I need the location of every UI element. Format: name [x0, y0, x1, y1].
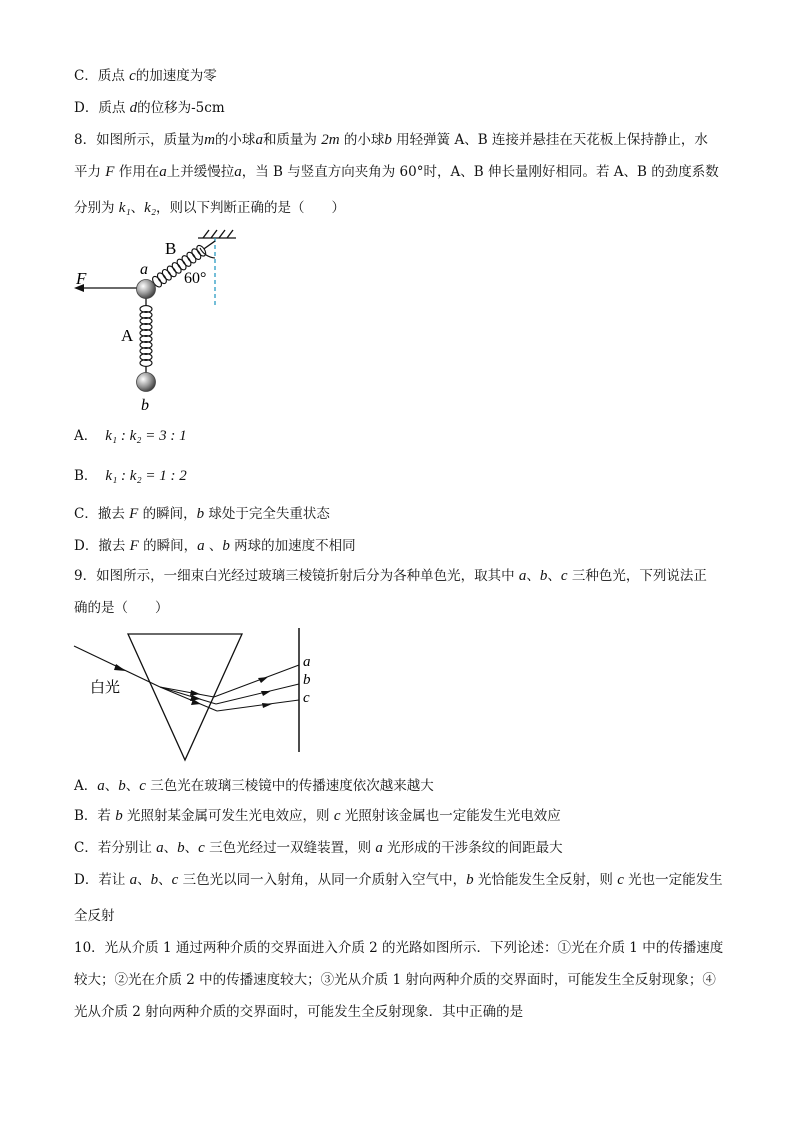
q8-option-b: B． k₁ : k₂ = 1 : 2 [74, 468, 187, 484]
q9-option-d-line2: 全反射 [74, 908, 115, 924]
q7-option-d: D．质点 d的位移为-5cm [74, 100, 225, 116]
label-a: a [140, 261, 148, 278]
spring-A [140, 298, 152, 374]
spring-B [145, 236, 219, 293]
label-F: F [76, 269, 87, 288]
ball-b [137, 373, 156, 392]
angle-arc [200, 248, 215, 258]
q9-prism-figure [70, 624, 330, 764]
label-A: A [121, 326, 134, 345]
label-b: b [141, 397, 149, 414]
q8-option-a: A． k₁ : k₂ = 3 : 1 [74, 428, 187, 444]
internal-arrowheads [190, 690, 201, 705]
ceiling [198, 230, 236, 238]
q10-stem-line2: 较大；②光在介质 2 中的传播速度较大；③光从介质 1 射向两种介质的交界面时，可能发生全反射现象；④ [74, 972, 716, 988]
q9-option-b: B．若 b 光照射某金属可发生光电效应，则 c 光照射该金属也一定能发生光电效应 [74, 808, 561, 824]
label-angle: 60° [184, 270, 207, 287]
q8-stem-line3: 分别为 k₁、k₂，则以下判断正确的是（ ） [74, 200, 346, 216]
label-b: b [303, 672, 311, 688]
q7-option-c: C．质点 c的加速度为零 [74, 68, 217, 84]
q9-stem-line2: 确的是（ ） [74, 600, 169, 616]
ray-c [217, 700, 299, 711]
label-B: B [165, 239, 177, 258]
q10-stem-line1: 10．光从介质 1 通过两种介质的交界面进入介质 2 的光路如图所示．下列论述：①光在介质 1 中的传播速度 [74, 940, 724, 956]
q8-stem-line2: 平力 F 作用在a上并缓慢拉a，当 B 与竖直方向夹角为 60°时，A、B 伸长量刚好相同。若 A、B 的劲度系数 [74, 164, 719, 180]
q8-option-d: D．撤去 F 的瞬间，a 、b 两球的加速度不相同 [74, 538, 356, 554]
q8-spring-figure [70, 224, 250, 416]
ball-a [137, 280, 156, 299]
label-white-light: 白光 [90, 680, 121, 696]
q8-stem-line1: 8．如图所示，质量为m的小球a和质量为 2m 的小球b 用轻弹簧 A、B 连接并悬挂在天花板上保持静止，水 [74, 132, 708, 148]
q9-option-a: A．a、b、c 三色光在玻璃三棱镜中的传播速度依次越来越大 [74, 778, 434, 794]
q9-option-d-line1: D．若让 a、b、c 三色光以同一入射角，从同一介质射入空气中，b 光恰能发生全反射，则 c 光也一定能发生 [74, 872, 723, 888]
q9-stem-line1: 9．如图所示，一细束白光经过玻璃三棱镜折射后分为各种单色光，取其中 a、b、c 三种色光，下列说法正 [74, 568, 707, 584]
ray-a [214, 665, 299, 697]
internal-rays [160, 687, 217, 711]
label-a: a [303, 654, 311, 670]
ray-b [216, 684, 299, 704]
label-c: c [303, 690, 310, 706]
q10-stem-line3: 光从介质 2 射向两种介质的交界面时，可能发生全反射现象．其中正确的是 [74, 1004, 524, 1020]
q9-option-c: C．若分别让 a、b、c 三色光经过一双缝装置，则 a 光形成的干涉条纹的间距最大 [74, 840, 563, 856]
q8-option-c: C．撤去 F 的瞬间，b 球处于完全失重状态 [74, 506, 330, 522]
